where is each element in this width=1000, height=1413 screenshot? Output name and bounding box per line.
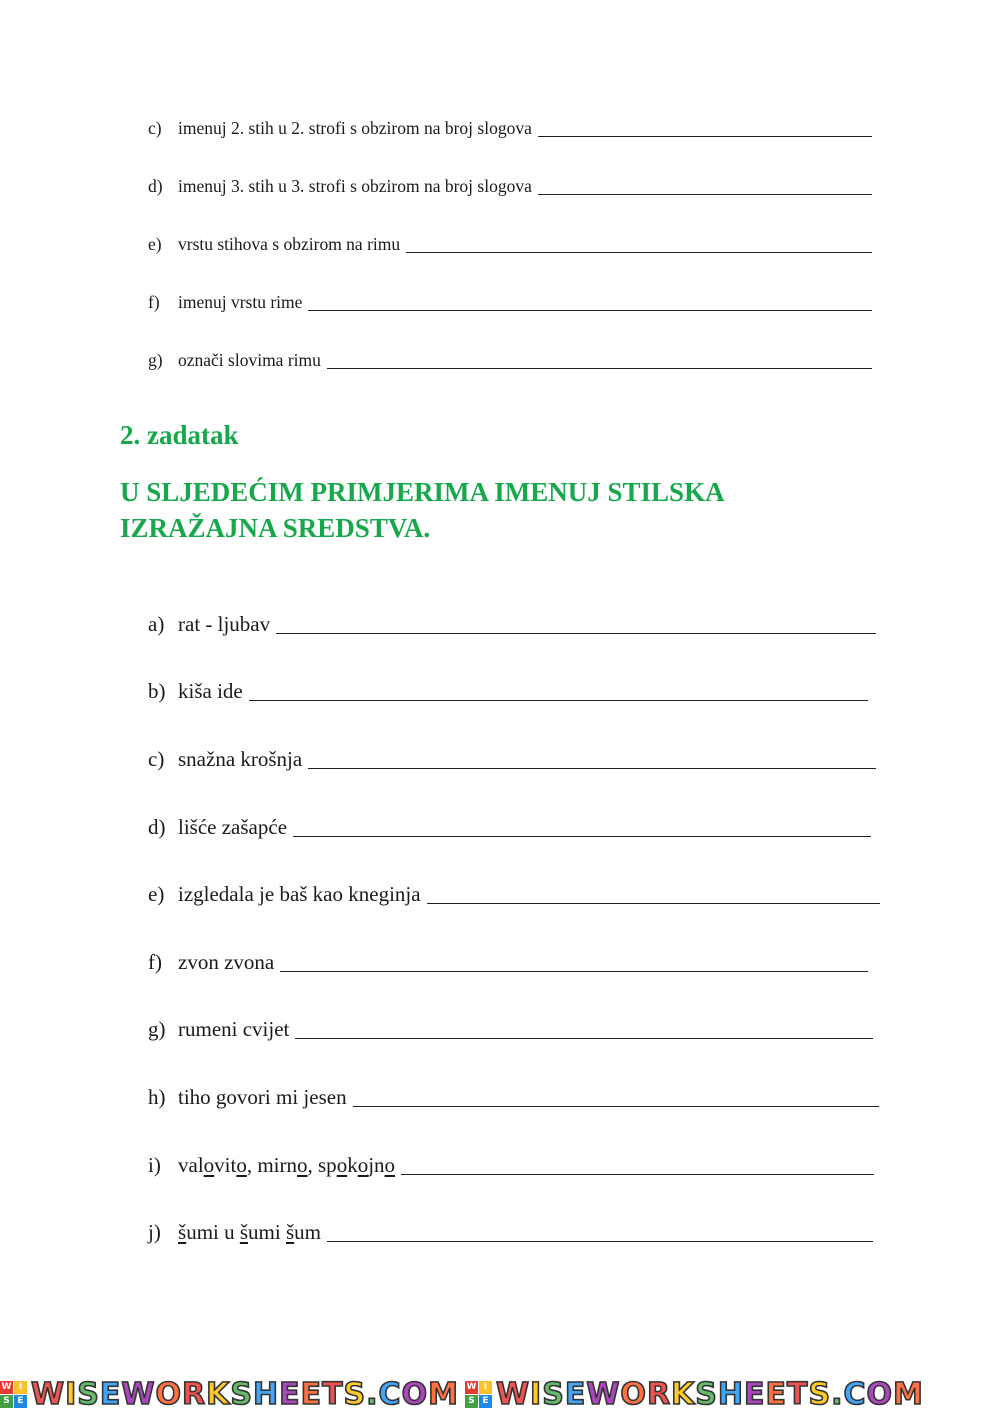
logo-tile: W: [1, 1381, 12, 1392]
brand-text: WISEWORKSHEETS.COM: [31, 1376, 459, 1412]
logo-tile: S: [465, 1395, 478, 1408]
item-letter: e): [148, 882, 165, 906]
underlined-letter: o: [203, 1153, 215, 1177]
logo-tile: E: [14, 1395, 27, 1408]
item-letter: f): [148, 292, 160, 312]
answer-line[interactable]: [406, 252, 872, 253]
logo-tile: I: [479, 1381, 492, 1394]
item-letter: j): [148, 1220, 161, 1244]
answer-line[interactable]: [276, 633, 876, 634]
list-item: [148, 950, 868, 975]
item-text: imenuj 3. stih u 3. strofi s obzirom na broj slogova: [178, 176, 532, 196]
item-text: rat - ljubav: [178, 612, 271, 636]
text-fragment: , sp: [307, 1153, 337, 1177]
underlined-letter: o: [336, 1153, 348, 1177]
item-text: izgledala je baš kao kneginja: [178, 882, 421, 906]
item-letter: c): [148, 747, 165, 771]
underlined-letter: š: [239, 1220, 249, 1244]
footer-watermark: [0, 1376, 1000, 1412]
text-fragment: val: [178, 1153, 204, 1177]
item-letter: d): [148, 176, 163, 196]
answer-line[interactable]: [327, 1241, 873, 1242]
item-letter: c): [148, 118, 162, 138]
list-item: [148, 679, 868, 704]
item-letter: i): [148, 1153, 161, 1177]
list-item: [148, 176, 872, 197]
answer-line[interactable]: [249, 700, 868, 701]
text-fragment: , mirn: [246, 1153, 297, 1177]
item-text: zvon zvona: [178, 950, 275, 974]
underlined-letter: š: [285, 1220, 295, 1244]
answer-line[interactable]: [280, 971, 868, 972]
item-letter: a): [148, 612, 165, 636]
answer-line[interactable]: [308, 768, 876, 769]
item-text: tiho govori mi jesen: [178, 1085, 347, 1109]
item-letter: f): [148, 950, 162, 974]
brand: [0, 1377, 459, 1412]
brand-text: WISEWORKSHEETS.COM: [495, 1376, 924, 1412]
item-text: snažna krošnja: [178, 747, 303, 771]
list-item: [148, 292, 872, 313]
item-text: rumeni cvijet: [178, 1017, 290, 1041]
answer-line[interactable]: [401, 1174, 874, 1175]
brand-logo-icon: [465, 1381, 492, 1408]
answer-line[interactable]: [308, 310, 872, 311]
item-text: imenuj 2. stih u 2. strofi s obzirom na broj slogova: [178, 118, 532, 138]
answer-line[interactable]: [295, 1038, 873, 1039]
item-text: lišće zašapće: [178, 815, 288, 839]
list-item: [148, 1153, 874, 1178]
text-fragment: k: [347, 1153, 358, 1177]
item-text: označi slovima rimu: [178, 350, 321, 370]
logo-tile: S: [0, 1395, 13, 1408]
item-letter: d): [148, 815, 166, 839]
item-text: kiša ide: [178, 679, 243, 703]
list-item: [148, 1017, 873, 1042]
answer-line[interactable]: [327, 368, 872, 369]
list-item: [148, 1085, 879, 1110]
list-item: [148, 882, 880, 907]
list-item: [148, 1220, 873, 1245]
item-text: imenuj vrstu rime: [178, 292, 303, 312]
answer-line[interactable]: [538, 136, 872, 137]
item-letter: b): [148, 679, 166, 703]
underlined-letter: o: [357, 1153, 369, 1177]
task-instruction: U SLJEDEĆIM PRIMJERIMA IMENUJ STILSKA IZRAŽAJNA SREDSTVA.: [120, 477, 724, 543]
underlined-letter: o: [236, 1153, 247, 1177]
text-fragment: umi u: [186, 1220, 240, 1244]
answer-line[interactable]: [353, 1106, 879, 1107]
item-letter: h): [148, 1085, 166, 1109]
item-text: [178, 1220, 321, 1245]
item-letter: g): [148, 1017, 166, 1041]
answer-line[interactable]: [293, 836, 871, 837]
answer-line[interactable]: [427, 903, 880, 904]
underlined-letter: o: [384, 1153, 396, 1177]
answer-line[interactable]: [538, 194, 872, 195]
text-fragment: umi: [248, 1220, 286, 1244]
item-letter: g): [148, 350, 163, 370]
logo-tile: W: [466, 1381, 477, 1392]
logo-tile: I: [14, 1381, 27, 1394]
brand-logo-icon: [0, 1381, 27, 1408]
list-item: [148, 612, 876, 637]
text-fragment: vit: [214, 1153, 237, 1177]
text-fragment: jn: [368, 1153, 385, 1177]
list-item: [148, 118, 872, 139]
underlined-letter: š: [178, 1220, 187, 1244]
logo-tile: E: [479, 1395, 492, 1408]
task-title: 2. zadatak: [120, 420, 239, 450]
brand: [465, 1377, 924, 1412]
item-letter: e): [148, 234, 162, 254]
list-item: [148, 815, 871, 840]
text-fragment: um: [294, 1220, 321, 1244]
list-item: [148, 234, 872, 255]
item-text: vrstu stihova s obzirom na rimu: [178, 234, 401, 254]
list-item: [148, 747, 876, 772]
underlined-letter: o: [297, 1153, 308, 1177]
item-text: [178, 1153, 395, 1178]
list-item: [148, 350, 872, 371]
